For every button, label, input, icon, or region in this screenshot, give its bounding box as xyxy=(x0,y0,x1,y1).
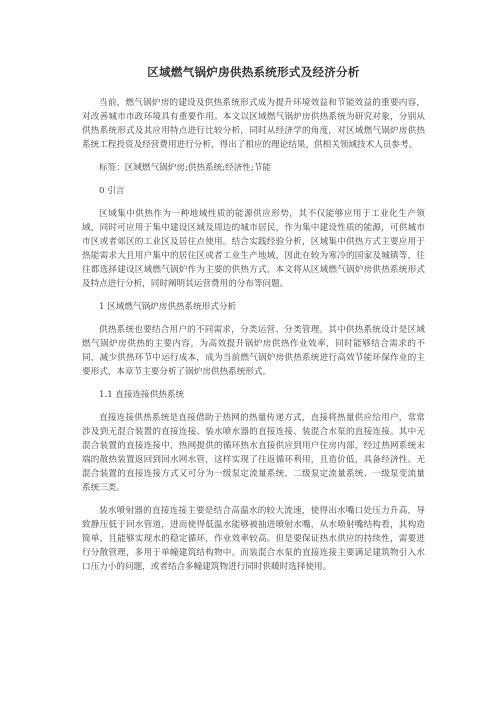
subsection-heading-direct-connection: 1.1 直接连接供热系统 xyxy=(99,390,185,400)
document-title: 区域燃气锅炉房供热系统形式及经济分析 xyxy=(147,65,360,79)
section-heading-system-forms: 1 区域燃气锅炉房供热系统形式分析 xyxy=(99,302,237,312)
abstract-paragraph: 当前，燃气锅炉房的建设及供热系统形式成为提升环境效益和节能效益的重要内容，对改善城市市政环境具有重要作用。本文以区域燃气锅炉房供热系统为研究对象，分别从供热系统形式及其应用特点进行比较分析，同时从经济学的角度，对区域燃气锅炉房供热系统工程投资及经营费用进行分析，得出了相应的理论结果，供相关领域技术人员参考。 xyxy=(82,98,425,150)
keywords-line: 标签：区域燃气锅炉房;供热系统;经济性;节能 xyxy=(99,163,271,173)
introduction-paragraph: 区域集中供热作为一种地域性质的能源供应形势，其不仅能够应用于工业化生产领域，同时可应用于集中建设区域及周边的城市居民，作为集中建设性质的能源，可供城市市区或者郊区的工业区及居住点使用。结合实践经验分析，区域集中供热方式主要应用于热能需求大且用户集中的居住区或者工业生产地域，因此在较为寒冷的国家及城镇等，往往都选择建设区域燃气锅炉作为主要的供热方式。本文将从区域燃气锅炉房供热系统形式及特点进行分析，同时阐明其运营费用的分布等问题。 xyxy=(82,209,425,289)
direct-connection-paragraph-2: 装水喷射器的直接连接主要是结合高温水的较大流速，使得出水嘴口处压力升高，导致静压低于回水管道，进而使得低温水能够被抽进喷射水嘴，从水喷射嘴结构看，其构造简单，且能够实现水的稳定循环，作业效率较高。但是要保证热水供应的持续性，需要进行分散管理，多用于单幢建筑结构物中。而装混合水泵的直接连接主要满足建筑物引入水口压力小的问题，或者结合多幢建筑物进行同时供暖时选择使用。 xyxy=(82,506,425,572)
direct-connection-paragraph-1: 直接连接供热系统是直接借助于热网的热量传递方式，直接将热量供应给用户，常常涉及到无混合装置的直接连接、装水喷水器的直接连接、装混合水泵的直接连接。其中无混合装置的直接连接中，热网提供的循环热水直接供应到用户住房内部，经过热网系统末端的散热装置返回到回水网水管，这样实现了往返循环利用，且造价低，具备经济性。无混合装置的直接连接方式又可分为一级泵定流量系统、二级泵定流量系统、一级泵变流量系统三类。 xyxy=(82,413,425,493)
system-forms-paragraph: 供热系统也要结合用户的不同需求，分类运营、分类管理。其中供热系统设计是区域燃气锅炉房供热的主要内容，为高效提升锅炉房供热作业效率，同时能够结合需求的不同，减少供热环节中运行成本，成为当前燃气锅炉房供热系统进行高效节能环保作业的主要形式，本章节主要分析了锅炉房供热系统形式。 xyxy=(82,325,425,377)
section-heading-introduction: 0 引言 xyxy=(99,186,125,196)
